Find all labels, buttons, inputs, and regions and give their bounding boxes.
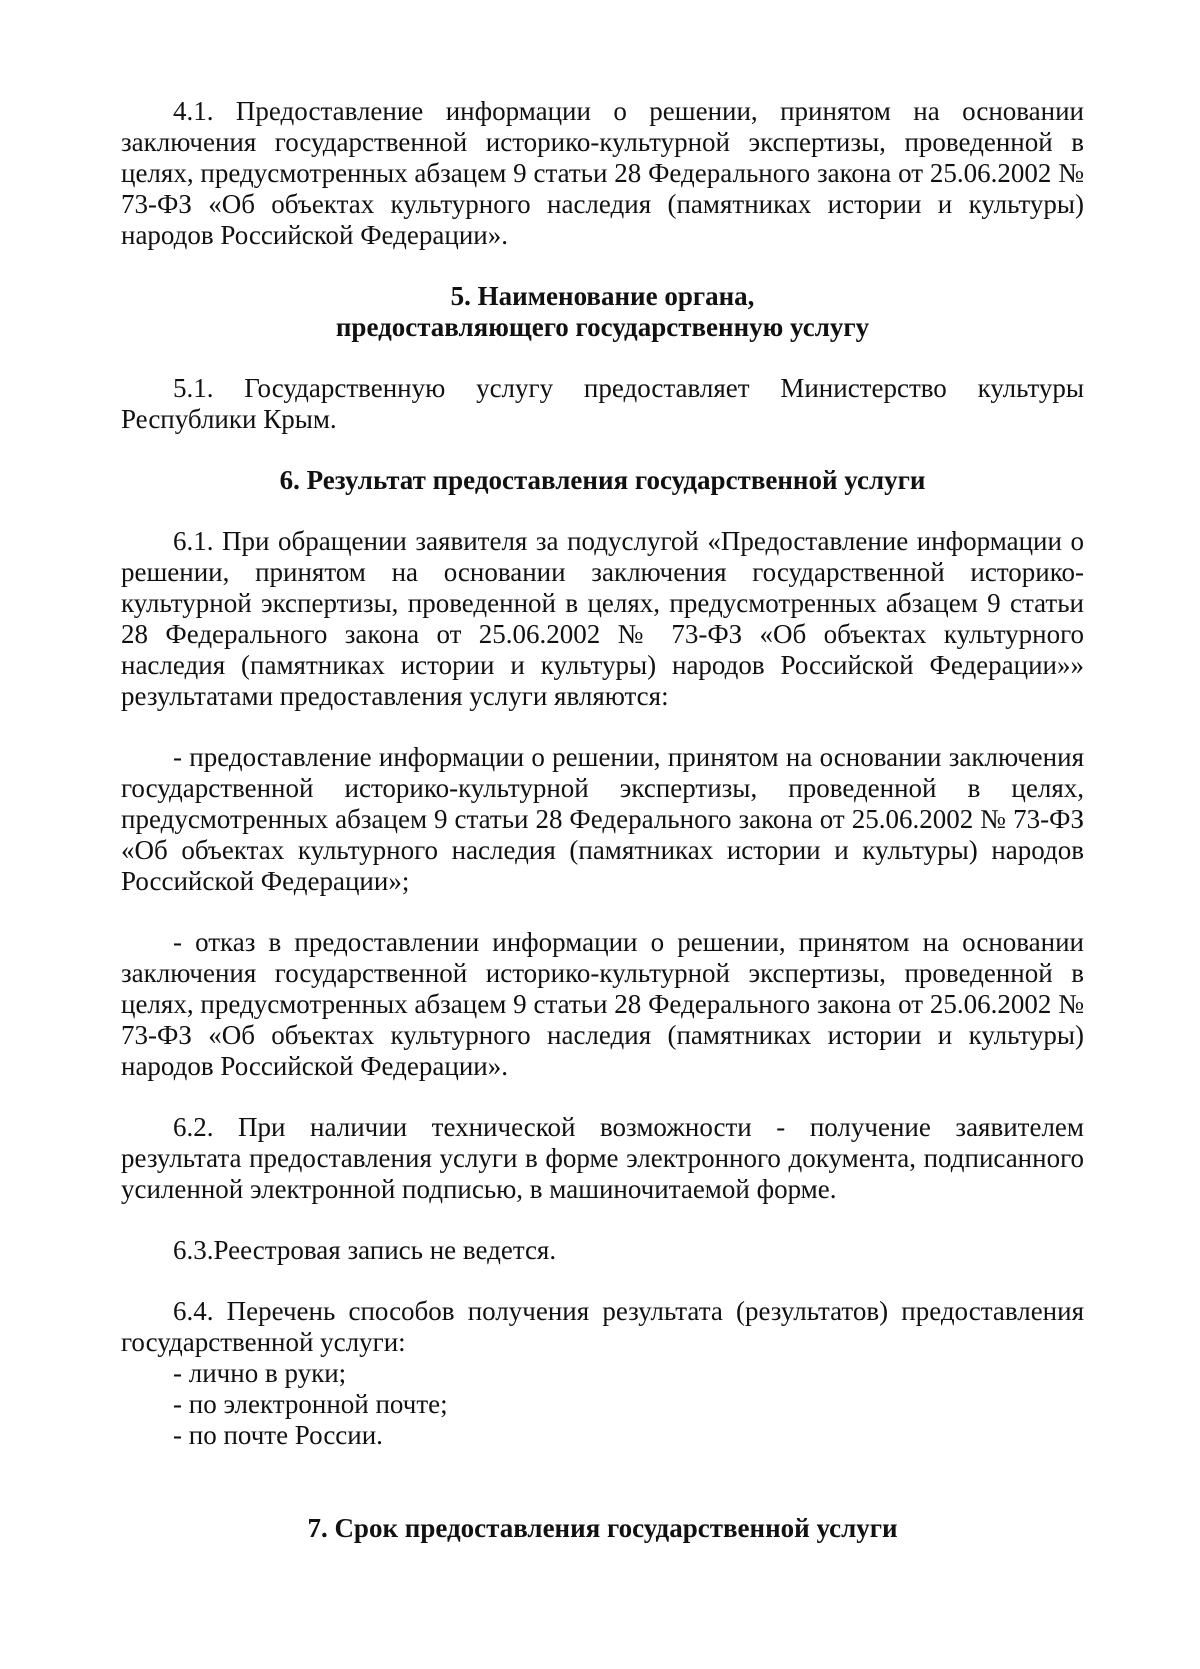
paragraph-6-3: 6.3.Реестровая запись не ведется. <box>173 1235 557 1265</box>
paragraph-6-1-item-1: - предоставление информации о решении, принятом на основании заключения государственной историко-культурной экспертизы, проведенной в целях, предусмотренных абзацем 9 статьи 28 Федерального закона от 25.06.2002 № 73-ФЗ «Об объектах культурного наследия (памятниках истории и культуры) народов Российской Федерации»; <box>121 742 1084 896</box>
list-item: - по почте России. <box>173 1420 383 1450</box>
paragraph-6-4: 6.4. Перечень способов получения результата (результатов) предоставления государственной услуги: <box>121 1296 1084 1357</box>
section-7-heading: 7. Срок предоставления государственной услуги <box>307 1513 898 1543</box>
paragraph-4-1: 4.1. Предоставление информации о решении, принятом на основании заключения государственной историко-культурной экспертизы, проведенной в целях, предусмотренных абзацем 9 статьи 28 Федерального закона от 25.06.2002 № 73-ФЗ «Об объектах культурного наследия (памятниках истории и культуры) народов Российской Федерации». <box>121 96 1084 250</box>
section-6-heading: 6. Результат предоставления государственной услуги <box>279 465 926 495</box>
list-item: - по электронной почте; <box>173 1389 448 1419</box>
list-item: - лично в руки; <box>173 1358 347 1388</box>
section-5-heading-line-2: предоставляющего государственную услугу <box>335 312 870 342</box>
paragraph-5-1: 5.1. Государственную услугу предоставляет Министерство культуры Республики Крым. <box>121 373 1084 434</box>
section-5-heading-line-1: 5. Наименование органа, <box>450 281 755 311</box>
paragraph-6-2: 6.2. При наличии технической возможности - получение заявителем результата предоставления услуги в форме электронного документа, подписанного усиленной электронной подписью, в машиночитаемой форме. <box>121 1112 1084 1204</box>
paragraph-6-1: 6.1. При обращении заявителя за подуслугой «Предоставление информации о решении, принятом на основании заключения государственной историко-культурной экспертизы, проведенной в целях, предусмотренных абзацем 9 статьи 28 Федерального закона от 25.06.2002 № 73-ФЗ «Об объектах культурного наследия (памятниках истории и культуры) народов Российской Федерации»» результатами предоставления услуги являются: <box>121 526 1084 711</box>
paragraph-6-1-item-2: - отказ в предоставлении информации о решении, принятом на основании заключения государственной историко-культурной экспертизы, проведенной в целях, предусмотренных абзацем 9 статьи 28 Федерального закона от 25.06.2002 № 73-ФЗ «Об объектах культурного наследия (памятниках истории и культуры) народов Российской Федерации». <box>121 927 1084 1081</box>
document-page <box>121 96 1084 1544</box>
